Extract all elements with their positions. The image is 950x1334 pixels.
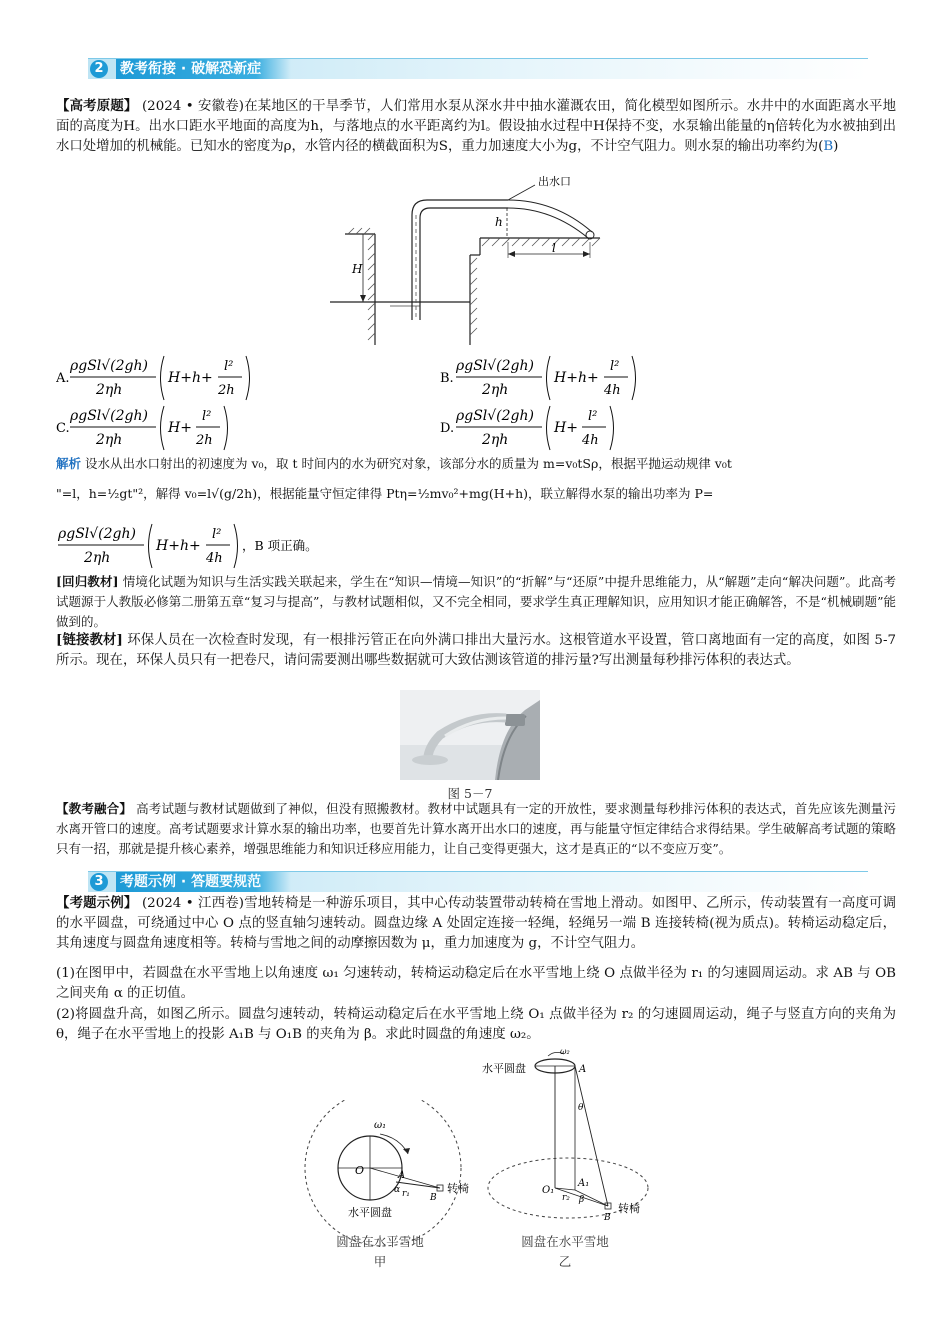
yi-beta: β: [579, 1195, 585, 1205]
sewage-pipe-figure: [400, 690, 540, 780]
analysis-text-1: 设水从出水口射出的初速度为 v₀，取 t 时间内的水为研究对象，该部分水的质量为 m=v₀tSρ，根据平抛运动规律 v₀t: [85, 456, 732, 471]
analysis-term: H+h+: [156, 538, 201, 554]
link-textbook-tag: [链接教材]: [56, 632, 123, 648]
example-paragraph: [56, 893, 896, 954]
H-label: H: [352, 262, 363, 276]
option-c-denominator: 2ηh: [96, 432, 123, 448]
option-b[interactable]: [440, 352, 690, 406]
jia-disk: 水平圆盘: [348, 1206, 392, 1219]
yi-O1: O₁: [542, 1185, 555, 1196]
fusion-text: 高考试题与教材试题做到了神似，但没有照搬教材。教材中试题具有一定的开放性，要求测量每秒排污体积的表达式，首先应该先测量污水离开管口的速度。高考试题要求计算水泵的输出功率，也要首先计算水离开出水口的速度，再与能量守恒定律结合求得结果。学生破解高考试题的策略只有一招，那就是提升核心素养，增强思维能力和知识迁移应用能力，让自己变得更强大，这才是真正的“以不变应万变”。: [56, 801, 896, 856]
option-a-frac-den: 2h: [218, 383, 235, 398]
jia-B: B: [430, 1193, 437, 1203]
option-d-label: D.: [440, 421, 455, 436]
example-text: (2024 • 江西卷)雪地转椅是一种游乐项目，其中心传动装置带动转椅在雪地上滑动。如图甲、乙所示，传动装置有一高度可调的水平圆盘，可绕通过中心 O 点的竖直轴匀速转动。圆盘边缘 A 处固定连接一轻绳，轻绳另一端 B 连接转椅(视为质点)。转椅运动稳定后，其角速度与圆盘角速度相等。转椅与雪地之间的动摩擦因数为 μ，重力加速度为 g，不计空气阻力。: [56, 896, 896, 951]
example-part-2: (2)将圆盘升高，如图乙所示。圆盘匀速转动，转椅运动稳定后在水平雪地上绕 O₁ 点做半径为 r₂ 的匀速圆周运动，绳子与竖直方向的夹角为 θ，绳子在水平雪地上的投影 A₁B 与 O₁B 的夹角为 β。求此时圆盘的角速度 ω₂。: [56, 1007, 896, 1042]
analysis-line-2: [56, 484, 896, 504]
jia-alpha: α: [394, 1185, 401, 1195]
option-c-label: C.: [56, 421, 70, 436]
option-d[interactable]: [440, 402, 690, 456]
option-b-label: B.: [440, 371, 454, 386]
option-d-frac-num: l²: [588, 409, 598, 424]
yi-caption-2: 乙: [558, 1254, 572, 1269]
question-text: (2024 • 安徽卷)在某地区的干旱季节，人们常用水泵从深水井中抽水灌溉农田，简化模型如图所示。水井中的水面距离水平地面的高度为H。出水口距水平地面的高度为h，与落地点的水平距离约为l。假设抽水过程中H保持不变，水泵输出能量的η倍转化为水被抽到出水口处增加的机械能。已知水的密度为ρ，水管内径的横截面积为S，重力加速度大小为g，不计空气阻力。则水泵的输出功率约为(: [56, 99, 896, 154]
option-d-term: H+: [554, 420, 578, 436]
analysis-line-1: [56, 454, 896, 474]
section-number: 2: [90, 60, 108, 78]
question-answer: B: [823, 139, 834, 154]
yi-caption-1: 圆盘在水平雪地: [521, 1234, 609, 1249]
section-banner-3: [88, 871, 868, 892]
option-b-term: H+h+: [554, 370, 599, 386]
yi-A: A: [579, 1064, 587, 1075]
question-close: ): [833, 139, 839, 154]
analysis-text-2: "=l，h=½gt"²，解得 v₀=l√(g/2h)，根据能量守恒定律得 Ptη=½mv₀²+mg(H+h)，联立解得水泵的输出功率为 P=: [56, 486, 714, 501]
option-a[interactable]: [56, 352, 306, 406]
analysis-denominator: 2ηh: [84, 550, 111, 566]
figure57-caption: 图 5－7: [447, 786, 493, 801]
option-c-numerator: ρgSl√(2gh): [70, 408, 148, 424]
example-tag: 【考题示例】: [56, 895, 138, 911]
option-a-frac-num: l²: [224, 359, 234, 374]
jia-O: O: [355, 1164, 365, 1177]
h-label: h: [495, 215, 503, 229]
link-textbook-paragraph: [56, 630, 896, 671]
option-b-denominator: 2ηh: [482, 382, 509, 398]
jia-r: r₁: [402, 1189, 410, 1199]
analysis-frac-den: 4h: [206, 551, 223, 566]
question-tag: 【高考原题】: [56, 98, 138, 114]
yi-B: B: [604, 1213, 611, 1223]
section-title-3: 考题示例 · 答题要规范: [116, 872, 291, 892]
analysis-numerator: ρgSl√(2gh): [58, 526, 136, 542]
return-textbook-paragraph: [56, 572, 896, 632]
option-c-term: H+: [168, 420, 192, 436]
yi-disk: 水平圆盘: [482, 1062, 526, 1075]
return-textbook-text: 情境化试题为知识与生活实践关联起来，学生在“知识—情境—知识”的“折解”与“还原”中提升思维能力，从“解题”走向“解决问题”。此高考试题源于人教版必修第二册第五章“复习与提高”，与教材试题相似，又不完全相同，要求学生真正理解知识，应用知识才能正确解答，不是“机械刷题”能做到的。: [56, 574, 896, 629]
analysis-text-3: ，B 项正确。: [242, 538, 318, 553]
analysis-tag: 解析: [56, 456, 82, 471]
option-d-numerator: ρgSl√(2gh): [456, 408, 534, 424]
analysis-frac-num: l²: [212, 527, 222, 542]
yi-omega: ω₂: [560, 1048, 570, 1056]
jia-chair: 转椅: [447, 1182, 469, 1195]
yi-theta: θ: [578, 1103, 584, 1113]
yi-A1: A₁: [578, 1178, 590, 1189]
option-a-denominator: 2ηh: [96, 382, 123, 398]
yi-chair: 转椅: [618, 1202, 640, 1215]
pump-diagram: [330, 170, 630, 350]
option-b-numerator: ρgSl√(2gh): [456, 358, 534, 374]
fusion-tag: 【教考融合】: [56, 801, 132, 816]
option-b-frac-num: l²: [610, 359, 620, 374]
option-c-frac-num: l²: [202, 409, 212, 424]
link-textbook-text: 环保人员在一次检查时发现，有一根排污管正在向外满口排出大量污水。这根管道水平设置，管口离地面有一定的高度，如图 5-7 所示。现在，环保人员只有一把卷尺，请问需要测出哪些数据就可大致估测该管道的排污量?写出测量每秒排污体积的表达式。: [56, 633, 896, 668]
jia-omega: ω₁: [374, 1120, 387, 1131]
fusion-paragraph: [56, 799, 896, 859]
yi-r: r₂: [562, 1193, 570, 1203]
l-label: l: [552, 241, 556, 255]
jia-caption-1: 圆盘在水平雪地: [336, 1234, 424, 1249]
option-a-label: A.: [56, 371, 70, 386]
question-paragraph: [56, 96, 896, 157]
option-a-term: H+h+: [168, 370, 213, 386]
option-b-frac-den: 4h: [604, 383, 621, 398]
option-a-numerator: ρgSl√(2gh): [70, 358, 148, 374]
option-c-frac-den: 2h: [196, 433, 213, 448]
jia-A: A: [398, 1170, 406, 1181]
option-c[interactable]: [56, 402, 306, 456]
option-d-frac-den: 4h: [582, 433, 599, 448]
figure-yi: [480, 1048, 660, 1238]
section-title: 教考衔接 · 破解恐新症: [116, 59, 291, 79]
option-d-denominator: 2ηh: [482, 432, 509, 448]
section-banner-2: [88, 58, 868, 79]
return-textbook-tag: [回归教材]: [56, 574, 119, 589]
section-number-3: 3: [90, 873, 108, 891]
example-part-1: (1)在图甲中，若圆盘在水平雪地上以角速度 ω₁ 匀速转动，转椅运动稳定后在水平雪地上绕 O 点做半径为 r₁ 的匀速圆周运动。求 AB 与 OB 之间夹角 α 的正切值。: [56, 966, 896, 1001]
jia-caption-2: 甲: [373, 1254, 387, 1269]
analysis-formula: [56, 520, 346, 574]
outlet-label: 出水口: [538, 175, 571, 188]
